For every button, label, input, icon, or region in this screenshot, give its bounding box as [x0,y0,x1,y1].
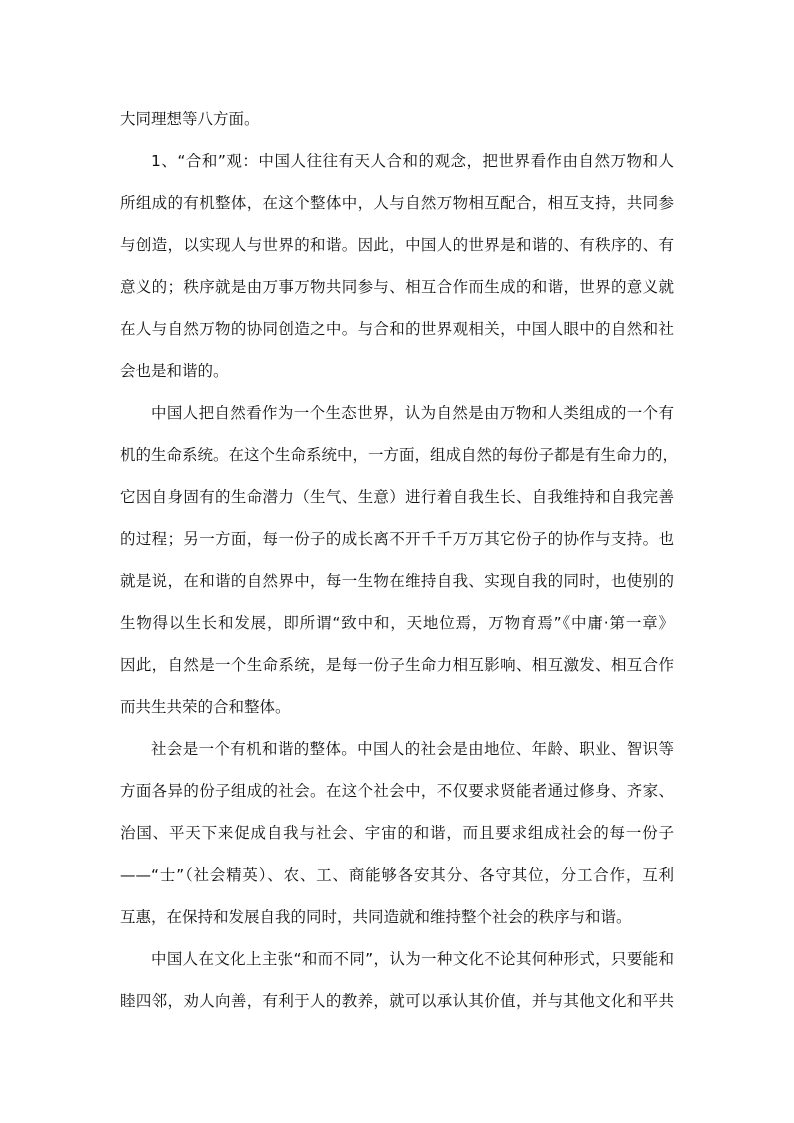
line-text: 因此，自然是一个生命系统，是每一份子生命力相互影响、相互激发、相互合作 [120,656,674,674]
paragraph-line [0,946,794,972]
paragraph-line [0,232,794,258]
paragraph-line [0,694,794,720]
line-text: 方面各异的份子组成的社会。在这个社会中，不仅要求贤能者通过修身、齐家、 [120,782,674,800]
line-text: ——“士”（社会精英）、农、工、商能够各安其分、各守其位，分工合作，互利 [120,866,674,884]
line-text: 大同理想等八方面。 [120,110,260,128]
paragraph-line [0,568,794,594]
line-text: 社会是一个有机和谐的整体。中国人的社会是由地位、年龄、职业、智识等 [151,740,674,758]
paragraph-line [0,778,794,804]
line-text: 会也是和谐的。 [120,362,229,380]
paragraph-line [0,274,794,300]
line-text: 生物得以生长和发展，即所谓“致中和，天地位焉，万物育焉”《中庸·第一章》 [120,614,674,632]
line-text: 睦四邻，劝人向善，有利于人的教养，就可以承认其价值，并与其他文化和平共 [120,992,674,1010]
line-text: 的过程；另一方面，每一份子的成长离不开千千万万其它份子的协作与支持。也 [120,530,674,548]
paragraph-line [0,610,794,636]
line-text: 互惠，在保持和发展自我的同时，共同造就和维持整个社会的秩序与和谐。 [120,908,632,926]
paragraph-line [0,442,794,468]
line-text: 它因自身固有的生命潜力（生气、生意）进行着自我生长、自我维持和自我完善 [120,488,674,506]
line-text: 而共生共荣的合和整体。 [120,698,291,716]
paragraph-line [0,190,794,216]
line-text: 所组成的有机整体，在这个整体中，人与自然万物相互配合，相互支持，共同参 [120,194,674,212]
paragraph-line [0,652,794,678]
paragraph-line [0,358,794,384]
line-text: 治国、平天下来促成自我与社会、宇宙的和谐，而且要求组成社会的每一份子 [120,824,674,842]
paragraph-line [0,988,794,1014]
line-text: 机的生命系统。在这个生命系统中，一方面，组成自然的每份子都是有生命力的， [120,446,679,464]
paragraph-line [0,316,794,342]
line-text: 1、“合和”观：中国人往往有天人合和的观念，把世界看作由自然万物和人 [151,152,674,170]
paragraph-line [0,862,794,888]
paragraph-line [0,526,794,552]
paragraph-line [0,484,794,510]
line-text: 意义的；秩序就是由万事万物共同参与、相互合作而生成的和谐，世界的意义就 [120,278,674,296]
line-text: 中国人把自然看作为一个生态世界，认为自然是由万物和人类组成的一个有 [151,404,674,422]
line-text: 中国人在文化上主张“和而不同”，认为一种文化不论其何种形式，只要能和 [151,950,674,968]
paragraph-line [0,106,794,132]
paragraph-line [0,400,794,426]
paragraph-line [0,904,794,930]
line-text: 与创造，以实现人与世界的和谐。因此，中国人的世界是和谐的、有秩序的、有 [120,236,674,254]
line-text: 在人与自然万物的协同创造之中。与合和的世界观相关，中国人眼中的自然和社 [120,320,674,338]
paragraph-line [0,820,794,846]
paragraph-line [0,148,794,174]
paragraph-line [0,736,794,762]
line-text: 就是说，在和谐的自然界中，每一生物在维持自我、实现自我的同时，也使别的 [120,572,674,590]
